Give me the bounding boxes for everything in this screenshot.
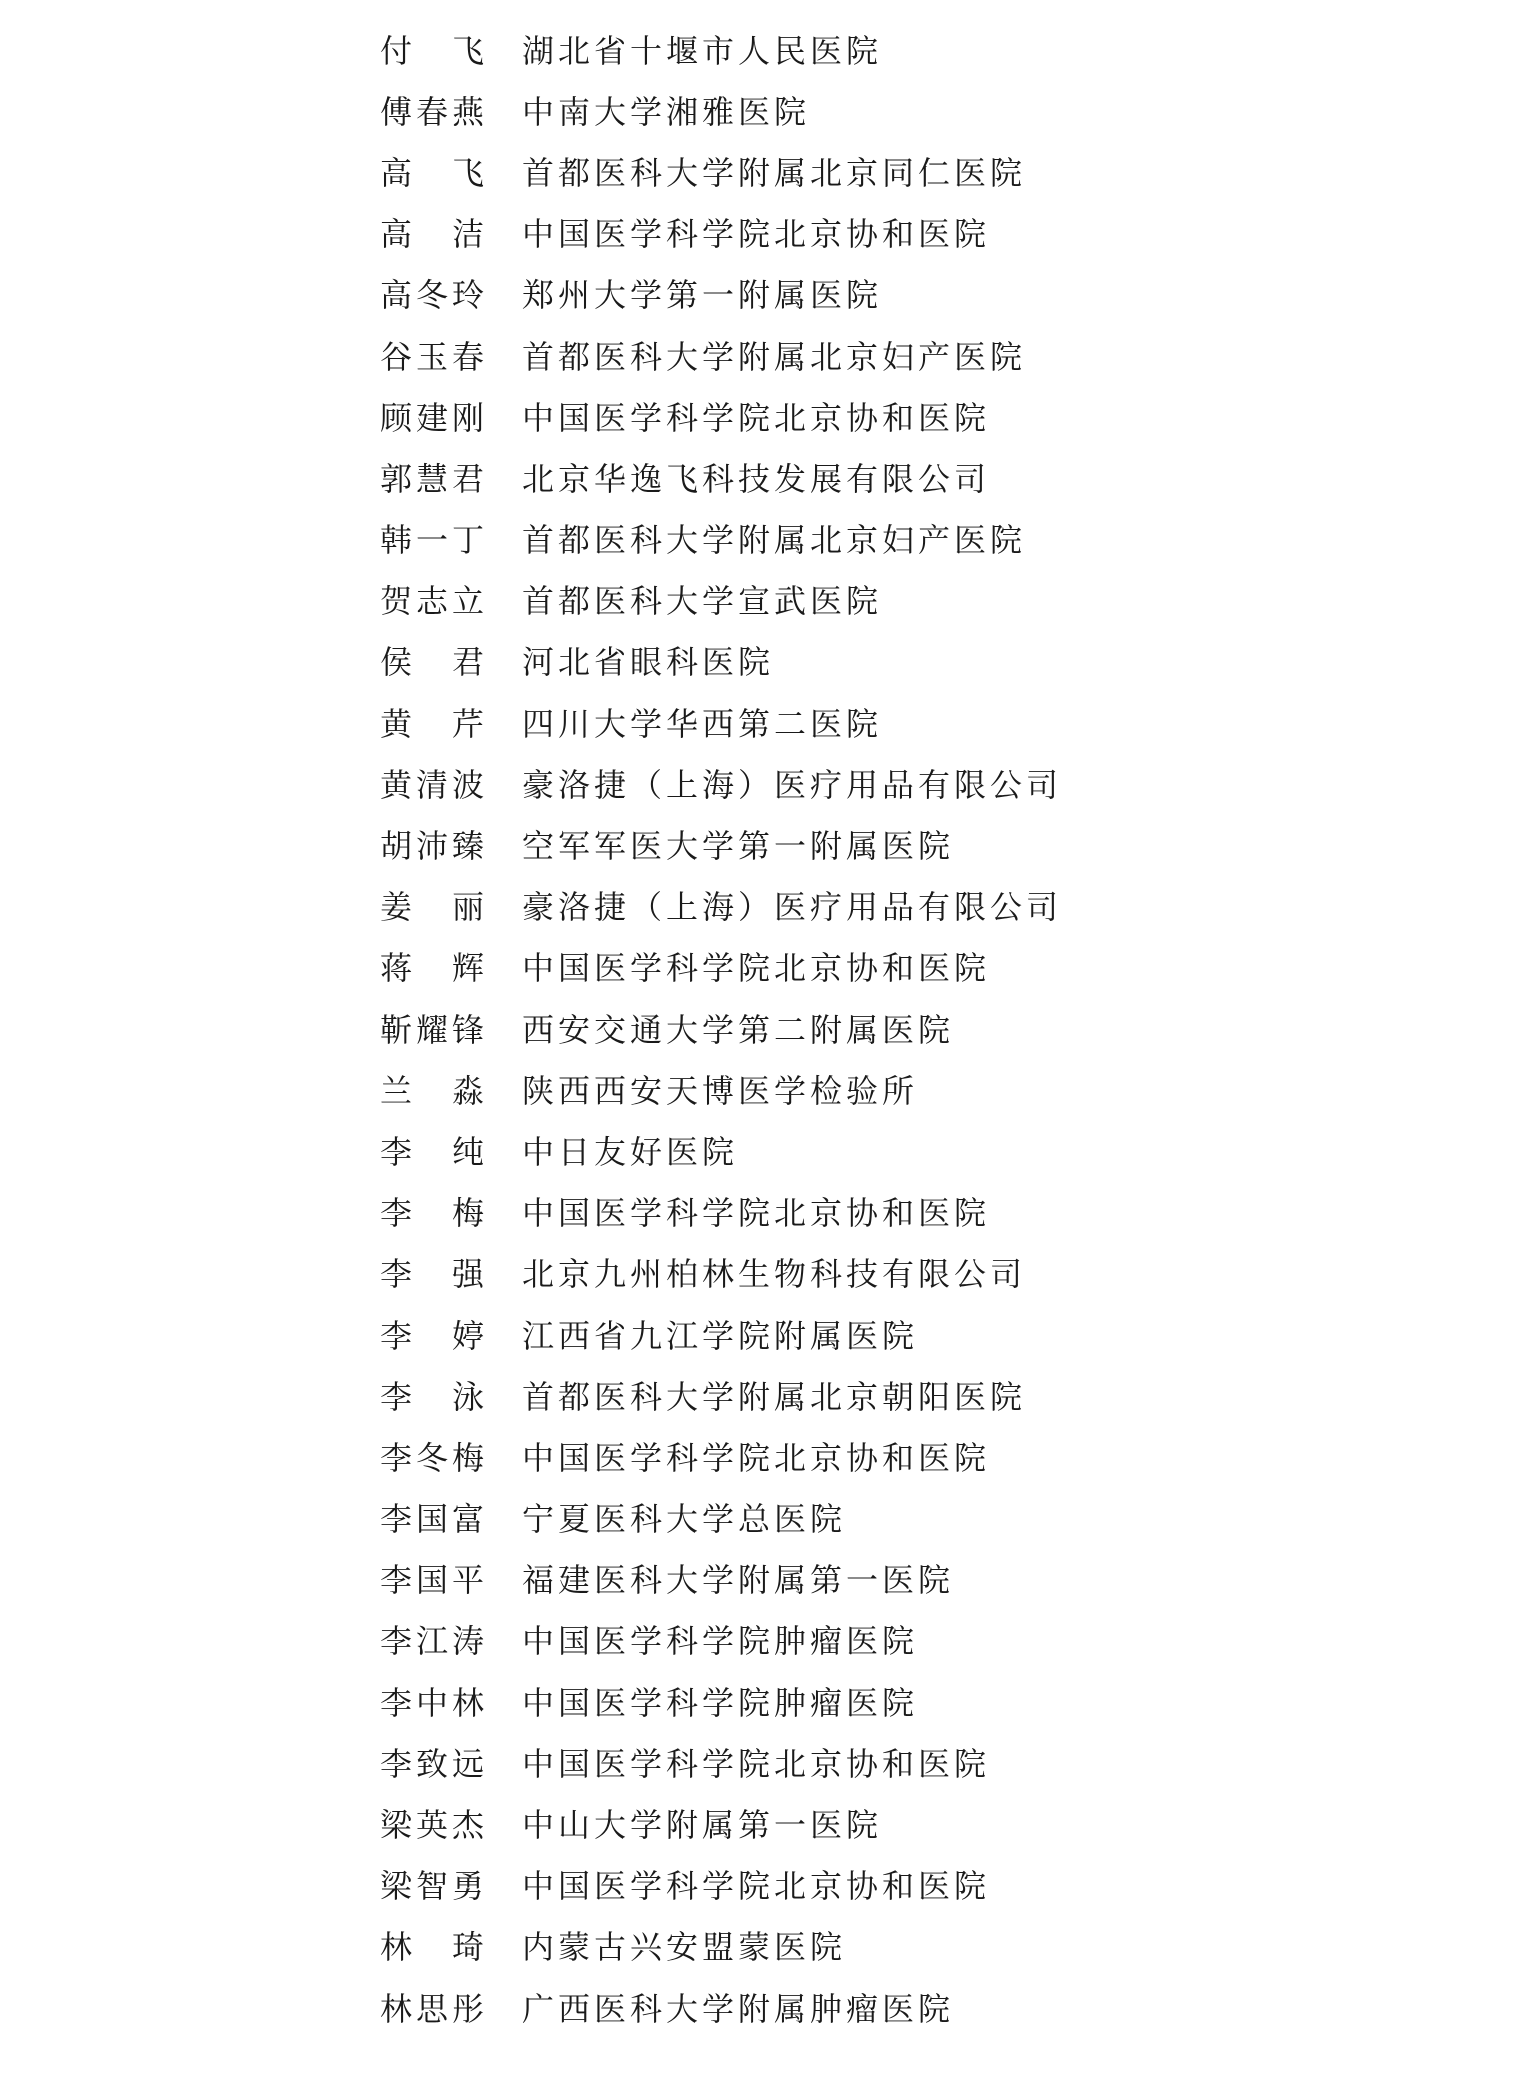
person-name: 李 婷 <box>380 1316 489 1355</box>
organization: 中国医学科学院肿瘤医院 <box>522 1683 919 1722</box>
list-item <box>380 1425 1380 1486</box>
organization: 空军军医大学第一附属医院 <box>522 827 955 866</box>
person-name: 韩一丁 <box>380 521 489 560</box>
list-item <box>380 630 1380 691</box>
person-name: 靳耀锋 <box>380 1010 489 1049</box>
list-item <box>380 140 1380 201</box>
organization: 首都医科大学附属北京妇产医院 <box>522 337 1027 376</box>
organization: 郑州大学第一附属医院 <box>522 276 883 315</box>
organization: 中国医学科学院北京协和医院 <box>522 215 991 254</box>
organization: 西安交通大学第二附属医院 <box>522 1010 955 1049</box>
person-name: 谷玉春 <box>380 337 489 376</box>
person-name: 林 琦 <box>380 1928 489 1967</box>
person-name: 侯 君 <box>380 643 489 682</box>
organization: 福建医科大学附属第一医院 <box>522 1561 955 1600</box>
person-name: 胡沛臻 <box>380 827 489 866</box>
list-item <box>380 997 1380 1058</box>
list-item <box>380 202 1380 263</box>
organization: 北京九州柏林生物科技有限公司 <box>522 1255 1027 1294</box>
organization: 北京华逸飞科技发展有限公司 <box>522 459 991 498</box>
list-item <box>380 691 1380 752</box>
person-name: 郭慧君 <box>380 459 489 498</box>
person-name: 李国富 <box>380 1500 489 1539</box>
list-item <box>380 813 1380 874</box>
person-name: 李国平 <box>380 1561 489 1600</box>
list-item <box>380 1854 1380 1915</box>
person-name: 李 梅 <box>380 1194 489 1233</box>
person-name: 黄清波 <box>380 765 489 804</box>
organization: 江西省九江学院附属医院 <box>522 1316 919 1355</box>
person-name: 李中林 <box>380 1683 489 1722</box>
organization: 中南大学湘雅医院 <box>522 92 811 131</box>
organization: 豪洛捷（上海）医疗用品有限公司 <box>522 765 1063 804</box>
list-item <box>380 1181 1380 1242</box>
list-item <box>380 1364 1380 1425</box>
organization: 中国医学科学院北京协和医院 <box>522 1194 991 1233</box>
organization: 广西医科大学附属肿瘤医院 <box>522 1989 955 2028</box>
list-item <box>380 79 1380 140</box>
person-name: 顾建刚 <box>380 398 489 437</box>
person-name: 李 强 <box>380 1255 489 1294</box>
organization: 中山大学附属第一医院 <box>522 1806 883 1845</box>
person-name: 贺志立 <box>380 582 489 621</box>
person-name: 付 飞 <box>380 31 489 70</box>
person-name: 梁智勇 <box>380 1867 489 1906</box>
organization: 中国医学科学院北京协和医院 <box>522 1867 991 1906</box>
list-item <box>380 263 1380 324</box>
list-item <box>380 324 1380 385</box>
list-item <box>380 1731 1380 1792</box>
person-name: 傅春燕 <box>380 92 489 131</box>
person-name: 李致远 <box>380 1744 489 1783</box>
list-item <box>380 1976 1380 2037</box>
organization: 首都医科大学附属北京妇产医院 <box>522 521 1027 560</box>
organization: 中国医学科学院北京协和医院 <box>522 398 991 437</box>
person-name: 高冬玲 <box>380 276 489 315</box>
organization: 陕西西安天博医学检验所 <box>522 1071 919 1110</box>
list-item <box>380 508 1380 569</box>
list-item <box>380 1548 1380 1609</box>
person-name: 梁英杰 <box>380 1806 489 1845</box>
person-name: 黄 芹 <box>380 704 489 743</box>
person-name: 高 飞 <box>380 153 489 192</box>
list-item <box>380 1609 1380 1670</box>
person-name: 李 泳 <box>380 1377 489 1416</box>
person-name: 林思彤 <box>380 1989 489 2028</box>
organization: 河北省眼科医院 <box>522 643 775 682</box>
list-item <box>380 446 1380 507</box>
organization: 中国医学科学院北京协和医院 <box>522 1744 991 1783</box>
list-item <box>380 385 1380 446</box>
list-item <box>380 1303 1380 1364</box>
organization: 首都医科大学宣武医院 <box>522 582 883 621</box>
person-name: 李 纯 <box>380 1132 489 1171</box>
organization: 宁夏医科大学总医院 <box>522 1500 847 1539</box>
person-name: 兰 淼 <box>380 1071 489 1110</box>
person-name: 姜 丽 <box>380 888 489 927</box>
organization: 豪洛捷（上海）医疗用品有限公司 <box>522 888 1063 927</box>
list-item <box>380 1670 1380 1731</box>
organization: 中国医学科学院北京协和医院 <box>522 949 991 988</box>
list-item <box>380 1487 1380 1548</box>
organization: 中国医学科学院肿瘤医院 <box>522 1622 919 1661</box>
organization: 首都医科大学附属北京同仁医院 <box>522 153 1027 192</box>
list-item <box>380 1242 1380 1303</box>
list-item <box>380 569 1380 630</box>
person-name: 李江涛 <box>380 1622 489 1661</box>
list-item <box>380 1119 1380 1180</box>
organization: 中日友好医院 <box>522 1132 739 1171</box>
list-item <box>380 936 1380 997</box>
organization: 首都医科大学附属北京朝阳医院 <box>522 1377 1027 1416</box>
person-name: 高 洁 <box>380 215 489 254</box>
list-item <box>380 875 1380 936</box>
list-item <box>380 1792 1380 1853</box>
organization: 中国医学科学院北京协和医院 <box>522 1438 991 1477</box>
list-item <box>380 18 1380 79</box>
list-item <box>380 1915 1380 1976</box>
organization: 湖北省十堰市人民医院 <box>522 31 883 70</box>
list-item <box>380 1058 1380 1119</box>
person-name: 李冬梅 <box>380 1438 489 1477</box>
organization: 四川大学华西第二医院 <box>522 704 883 743</box>
person-name: 蒋 辉 <box>380 949 489 988</box>
list-item <box>380 752 1380 813</box>
name-list <box>380 18 1380 2037</box>
organization: 内蒙古兴安盟蒙医院 <box>522 1928 847 1967</box>
